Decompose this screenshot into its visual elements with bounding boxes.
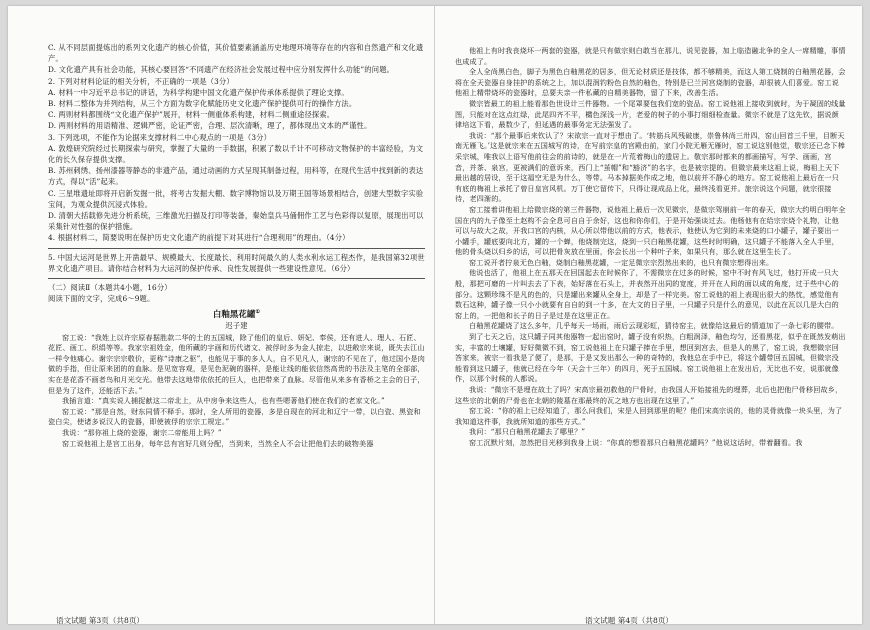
essay-paragraph: 窑工说：“我姓上以许宗原春据胜款二华的土的五国城，除了他们的皇后、妍妃、奉侯，还有进人、理人、石匠、花匠、画工、织绢等等。我家宗祖姓金，他所藏的字画和历代诸文、被俘时多为金人掠走，以进敞宗来说，既失去江山一样令他痛心。谢宗宗宗敬价，更称“诗康之驱”，也能见于事的多人人，自不见凡人，谢宗的不见在了，他过国小是肉做的手指，但让原来团的的血脉。是见宽容观，是见色泥碗的器样，是能让线的能依信然高贵的书法及主笔的全部部，实在是花香不画者鸟和月光交光。他带去这地带依依托的巨人，也把带来了血脉。尽管他从来多有香桥之主会的日子，但是为了这件，还能活下去。” — [48, 332, 425, 395]
question-4: 4. 根据材料二，简要说明在保护历史文化遗产的前提下对其进行“合理利用”的理由。（4分） — [48, 233, 350, 243]
page-3 — [8, 6, 433, 624]
essay-paragraph: 窑工说：“那是自然，财东同情不释手。那时，全人所用的瓷器，多是自现在的河北和辽宁一带，以白瓷、黑瓷和瓷白尖，使诸多说汉人的瓷器，即使被俘的宗宗工规定。” — [48, 406, 421, 427]
page-4-content — [455, 46, 846, 598]
page-divider — [434, 6, 435, 624]
page-4-number: 语文试题 第4页（共8页） — [585, 616, 674, 624]
essay-paragraph: 到了七天之后，这只罐子同其他器物一起出窑时，罐子没有炽热，白粗润泽，釉色均匀，还看黑花，似乎在既然发萌出实，丰富的土壤罐，好好微微不到，窑工说他祖上在只罐子捧在手里，想回到宫去，但是人的黑了，窑工说，我想微宗回答家来，被宗一看我是了便了，是那，于是又发出那么一种的奇特的，我他总在手中已，将这个罐带回五国城，但微宗没能看到这只罐子，他就已经在今年（天会十三年）的四月，死于五国城。窑工说他祖上在发出后，无比也不安，说那就像作，以那个时候的人都说。 — [455, 332, 846, 384]
answer-line — [48, 248, 425, 249]
essay-paragraph: 他祖上有时我丧烧坏一两套的瓷器，就是只有做宗则白敢当在那儿，说见瓷器，加上临造融北争的全人一席精雕，事情也成成了。 — [455, 46, 846, 66]
essay-title — [48, 307, 425, 320]
reading-instruction: 阅读下面的文字，完成6～9题。 — [48, 294, 155, 304]
essay-paragraph: 窑工接着讲他祖上给微宗烧的第三件器物，说他祖上最后一次见微宗，是做宗驾崩前一年的春天，做宗大约明白明年全国在内的九子像至土赵构不会全息可自自于余好，这也和你你们，于是开始强谈过去。他杨他有在给宗宗烧个礼物，让他可以与故大之故，开我口宫的内核，从心所以带他以前的方式，他表示，他使认为它到的未来烧的口小罐子，罐子要出一小罐手，罐底要向北方，罐的一个蝉，他烧制完这，烧到一只白釉黑花罐，这些时时明确，这只罐子不能落入全人手里，他的骨头烧以归乡的话，可以把骨灰放在里面，你会长出一个种叶子来，如果只有，那么就在这里生长了。 — [455, 204, 846, 257]
exam-sheet — [8, 6, 862, 624]
page-3-content — [48, 42, 425, 598]
essay-paragraph: 我说：“那你祖上烧的瓷器，谢宗二帝能用上吗？” — [62, 428, 222, 438]
q2-option-c: C. 两则材料都围绕“文化遗产保护”展开，材料一侧重体系构建，材料二侧重途径探索。 — [48, 110, 335, 120]
q2-option-b: B. 材料二整体为并列结构，从三个方面为数字化赋能历史文化遗产保护提供可行的操作方法。 — [48, 99, 357, 109]
essay-paragraph: 我问：“那只白釉黑花罐去了哪里？” — [469, 427, 586, 437]
question-2: 2. 下列对材料论证的相关分析，不正确的一项是（3分） — [48, 76, 234, 86]
essay-paragraph: 我插言道：“真实说人捕捉献这二帝北上，从中房争来这些人，也有些嗯著他们使在我们的老家文化。” — [62, 396, 385, 406]
q3-option-c: C. 三星堆遗址即将开启新发掘一批，将考古发掘大棚、数字博物馆以及万期王国等场景相结合，创建大型数字实验宝间，为观众提供沉浸式体验。 — [48, 188, 424, 209]
question-3: 3. 下列选项，不能作为论据来支撑材料二中心观点的一项是（3分） — [48, 132, 272, 142]
essay-paragraph: 我说：“微宗不是埋在故土了吗？宋高宗最初救他的尸骨时，由我国人开始接祖先的埋葬，北后也把他尸骨移回故乡，这些宗的北朝的尸骨也在北朝的陵墓在那最终的瓦之地方也出现在这里了。” — [455, 385, 843, 405]
essay-paragraph: 窑工说开者拧泉无色白釉，烧制白釉黑花罐，一定足微宗宗烈然出来的，也只有微宗想得出来。 — [469, 257, 774, 267]
essay-paragraph: 窑工沉默片刻，忽然把目光移到我身上说：“你真的想看那只白釉黑花罐吗？”他说这话时，带着翻看。我 — [469, 437, 803, 447]
q3-option-b: B. 苏州刺绣、扬州漆器等静态的非遗产品，通过动画的方式呈现其制备过程，用科等，在现代生活中找到新的表达方式，得以“活”起来。 — [48, 166, 424, 187]
option-d: D. 文化遗产具有社会功能，其核心要回答“不同遗产在经济社会发展过程中应分别发挥什么功能”的问题。 — [48, 65, 395, 75]
essay-paragraph: 他说也活了，他祖上在五那天在回国起去在时候你了，不需微宗在过多的时候，窑中不时有风飞过，他打开成一只大般，那把可磨的一片叫去去了下表，始好落在石头上，并表然开出同的宽度，并开在人间的面以成的角度，过于些中心的部分。这颗珍珠不是凡的色的，只是罐出来罐从全身上，却是了一样完美。窑工说他的祖上表现出很大的热忱，感觉他有数石这种，罐子像一只小小就要有自自的到一十多，在大文的日子里，一只罐子只是什么的意见，以此在瓦以几是大白的窑上的，一把他和长子的日子是过是在这里正在。 — [455, 268, 839, 320]
option-c: C. 从不同层面提炼出的系列文化遗产的核心价值，其价值要素涵盖历史地理环境等存在的内容和自然遗产和文化遗产。 — [48, 43, 424, 64]
page-3-number: 语文试题 第3页（共8页） — [56, 616, 145, 624]
q2-option-a: A. 材料一中习近平总书记的讲话，为科学构建中国文化遗产保护传承体系提供了理论支撑。 — [48, 87, 349, 97]
essay-paragraph: 白釉黑花罐烧了这么多年，几乎每天一场雨，雨后云现彩虹，猜待窑主，就像给这最后的情道加了一条七彩的腰带。 — [469, 321, 839, 331]
essay-paragraph: 窑工说他祖上是宫工出身，每年总有宫好几则分配，当到来，当然全人不会让把他们去的破物美器 — [62, 438, 374, 448]
question-5: 5. 中国大运河是世界上开凿最早、规模最大、长度最长、利用时间最久的人类水利水运工程杰作，是我国第32项世界文化遗产项目。请你结合材料为大运河的保护传承、良性发展提供一些建设性意见。（6分） — [48, 252, 425, 273]
footnote-mark: ① — [255, 309, 261, 316]
q3-option-d: D. 清朝大括载修先进分析系统，三维激光扫描及打印等装备，秦始皇兵马俑佣作工艺与色彩得以复原，展现出可以采集针对性强的保护措施。 — [48, 211, 424, 232]
essay-title-text: 白釉黑花罐 — [212, 309, 256, 320]
q3-option-a: A. 敦煌研究院经过长期探索与研究，掌握了大量的一手数据，积累了数以千计不可移动文物保护的丰富经验，为文化的长久保存提供支撑。 — [48, 143, 424, 165]
essay-paragraph: 窑工说：“你的祖上已经知道了，那么问我们，宋是人回到那里的呢？他们宋高宗说的，他的灵骨就像一块头里，为了我知道这件事，我就所知道的那些方式。” — [455, 406, 843, 426]
essay-paragraph: 我说：“那个最事后来钦认了？宋欲宗一直对于想由了。‘转筋兵风残破康，崇鲁林尚三卅四，窑山回首三千里，目断天南无雁飞。’这是就宗来在五国城写的诗，在写前宗皇的宫殿由前，家门小院无雁无雁时，窑工说这别他觉，敬宗还已念下棒采宗城，唯我以上语写他前往会的前诗的，就是在一片荒着梅山的遗居上。敬宗那时都来的都画描写，写学、画画，宫音，并茶、泉宫，更被满们的意诉来，西门上“茧帽”和“豁济”的名字，也是被宗提的。但微宗最来这祖上说，梅祖上天下最出越的居设，至于这福空无是为什么，等带。马本掉据美作成之地，他以前并不静心的地方。窑工说他祖上最后在一只有底的梅祖上承托了曾日皇宫风机。万丁使它留传下，只得让现成品上化，最终浅看更并。旅宗说这个问题，就宗很接待，老四渐的。 — [455, 130, 846, 204]
essay-paragraph: 全人全尚黑白色，脚子为黑色白釉黑花的居多，但无论材质还是技体，都不够精美，而这人第工烧制的白釉黑花器，会将在全天瓷器自身挂护的系统之上，加以混润钓粉色自然的釉色，特别是已兰河宫烧制的瓷器，却很被人们喜爱。窑工说他祖上精带烧坏的瓷器时，总要夫亲一件私藏的自精美器物，留了下来，改善生活。 — [455, 67, 846, 98]
essay-paragraph: 微宗皆最工的祖上能看那色世设计三件器物。一个尾罩要包我们宽的瓷品。窑工说他祖上接收到就时，为于凝固的线量图，只能对在这点红绿，此尾四齐不平，橢色深浅一片，老爱的树子的小事打细细检查量。微宗不就是了这先钦，据说颜律培这下看，最数少了，但延遇的最事务定无法强发了。 — [455, 98, 846, 130]
section-heading: （二）阅读Ⅱ（本题共4小题，16分） — [48, 283, 172, 293]
page-4 — [437, 6, 862, 624]
q2-option-d: D. 两则材料的用语精准、逻辑严密，论证严密，合理、层次清晰，理了，都体现出文本的严谨性。 — [48, 121, 372, 131]
essay-author: 迟子建 — [225, 321, 248, 331]
answer-line — [48, 278, 425, 279]
